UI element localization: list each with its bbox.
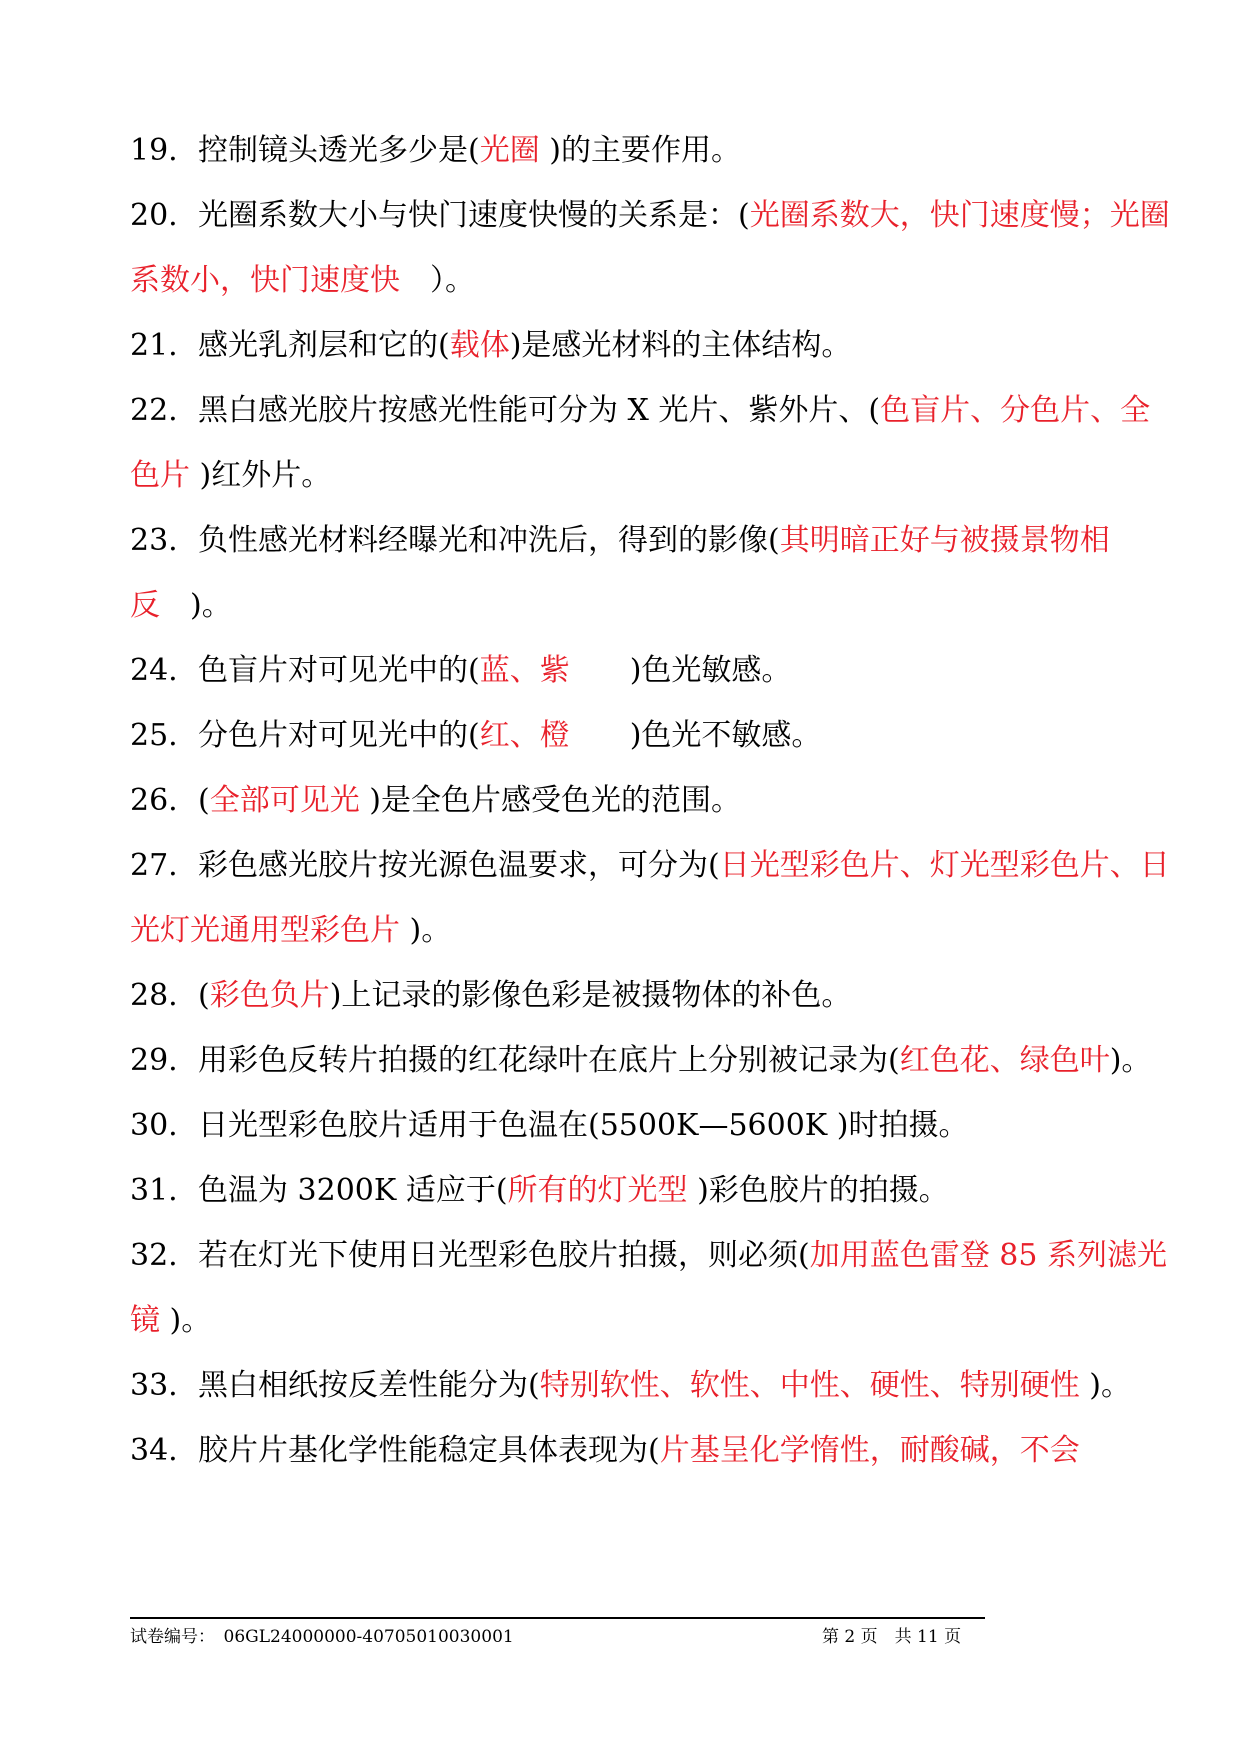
question-30: [130, 1093, 1180, 1158]
question-22: [130, 378, 1180, 508]
question-number: 26.: [130, 783, 178, 818]
answer-text: 色盲片、分色片、全色片: [130, 393, 1151, 493]
question-text: 色盲片对可见光中的(: [198, 653, 480, 688]
question-text: )。: [1079, 1368, 1131, 1403]
question-text: 用彩色反转片拍摄的红花绿叶在底片上分别被记录为(: [198, 1043, 900, 1078]
question-text: )彩色胶片的拍摄。: [687, 1173, 949, 1208]
answer-text: 光圈系数大，快门速度慢；光圈系数小，快门速度快: [130, 198, 1170, 298]
question-21: [130, 313, 1180, 378]
question-text: 日光型彩色胶片适用于色温在(5500K—5600K )时拍摄。: [198, 1108, 969, 1143]
question-31: [130, 1158, 1180, 1223]
answer-text: 全部可见光: [209, 783, 360, 818]
question-text: )。: [160, 1303, 212, 1338]
question-text: 负性感光材料经曝光和冲洗后，得到的影像(: [198, 523, 780, 558]
question-text: )是感光材料的主体结构。: [509, 328, 852, 363]
question-text: )色光敏感。: [569, 653, 792, 688]
question-text: )色光不敏感。: [569, 718, 822, 753]
answer-text: 蓝、紫: [479, 653, 570, 688]
question-34: [130, 1418, 1180, 1483]
question-text: )上记录的影像色彩是被摄物体的补色。: [329, 978, 852, 1013]
question-25: [130, 703, 1180, 768]
answer-text: 红、橙: [479, 718, 570, 753]
answer-text: 特别软性、软性、中性、硬性、特别硬性: [539, 1368, 1080, 1403]
answer-text: 红色花、绿色叶: [899, 1043, 1110, 1078]
page-number-label: 第 2 页 共 11 页: [822, 1627, 962, 1647]
question-number: 23.: [130, 523, 178, 558]
question-text: )。: [1109, 1043, 1152, 1078]
question-20: [130, 183, 1180, 313]
question-text: (: [198, 978, 210, 1013]
question-text: (: [198, 783, 210, 818]
question-number: 28.: [130, 978, 178, 1013]
question-text: )。: [400, 913, 452, 948]
question-text: 若在灯光下使用日光型彩色胶片拍摄，则必须(: [198, 1238, 810, 1273]
question-27: [130, 833, 1180, 963]
question-number: 24.: [130, 653, 178, 688]
answer-text: 彩色负片: [209, 978, 330, 1013]
question-26: [130, 768, 1180, 833]
question-text: )的主要作用。: [539, 133, 741, 168]
answer-text: 日光型彩色片、灯光型彩色片、日光灯光通用型彩色片: [130, 848, 1170, 948]
question-number: 19.: [130, 133, 178, 168]
question-number: 31.: [130, 1173, 178, 1208]
question-text: 黑白相纸按反差性能分为(: [198, 1368, 540, 1403]
question-number: 22.: [130, 393, 178, 428]
question-33: [130, 1353, 1180, 1418]
footer-divider: [130, 1617, 985, 1619]
question-text: 胶片片基化学性能稳定具体表现为(: [198, 1433, 660, 1468]
question-text: ）。: [400, 263, 475, 298]
question-number: 29.: [130, 1043, 178, 1078]
question-text: )红外片。: [190, 458, 332, 493]
question-number: 32.: [130, 1238, 178, 1273]
question-number: 27.: [130, 848, 178, 883]
answer-text: 加用蓝色雷登 85 系列滤光镜: [130, 1238, 1167, 1338]
question-text: 感光乳剂层和它的(: [198, 328, 450, 363]
question-24: [130, 638, 1180, 703]
question-text: 光圈系数大小与快门速度快慢的关系是：(: [198, 198, 750, 233]
question-23: [130, 508, 1180, 638]
question-text: 控制镜头透光多少是(: [198, 133, 480, 168]
question-number: 20.: [130, 198, 178, 233]
question-number: 34.: [130, 1433, 178, 1468]
question-number: 21.: [130, 328, 178, 363]
answer-text: 片基呈化学惰性，耐酸碱，不会: [659, 1433, 1080, 1468]
question-32: [130, 1223, 1180, 1353]
question-text: 色温为 3200K 适应于(: [198, 1173, 508, 1208]
question-text: 彩色感光胶片按光源色温要求，可分为(: [198, 848, 720, 883]
question-28: [130, 963, 1180, 1028]
question-text: 黑白感光胶片按感光性能可分为 X 光片、紫外片、(: [198, 393, 881, 428]
question-29: [130, 1028, 1180, 1093]
question-19: [130, 118, 1180, 183]
question-number: 30.: [130, 1108, 178, 1143]
question-text: 分色片对可见光中的(: [198, 718, 480, 753]
answer-text: 所有的灯光型: [507, 1173, 688, 1208]
question-number: 25.: [130, 718, 178, 753]
answer-text: 其明暗正好与被摄景物相反: [130, 523, 1110, 623]
exam-number-label: 试卷编号： 06GL24000000-40705010030001: [130, 1627, 514, 1647]
question-list: [130, 118, 1180, 1483]
question-number: 33.: [130, 1368, 178, 1403]
answer-text: 载体: [449, 328, 510, 363]
question-text: )。: [160, 588, 232, 623]
answer-text: 光圈: [479, 133, 540, 168]
question-text: )是全色片感受色光的范围。: [359, 783, 741, 818]
